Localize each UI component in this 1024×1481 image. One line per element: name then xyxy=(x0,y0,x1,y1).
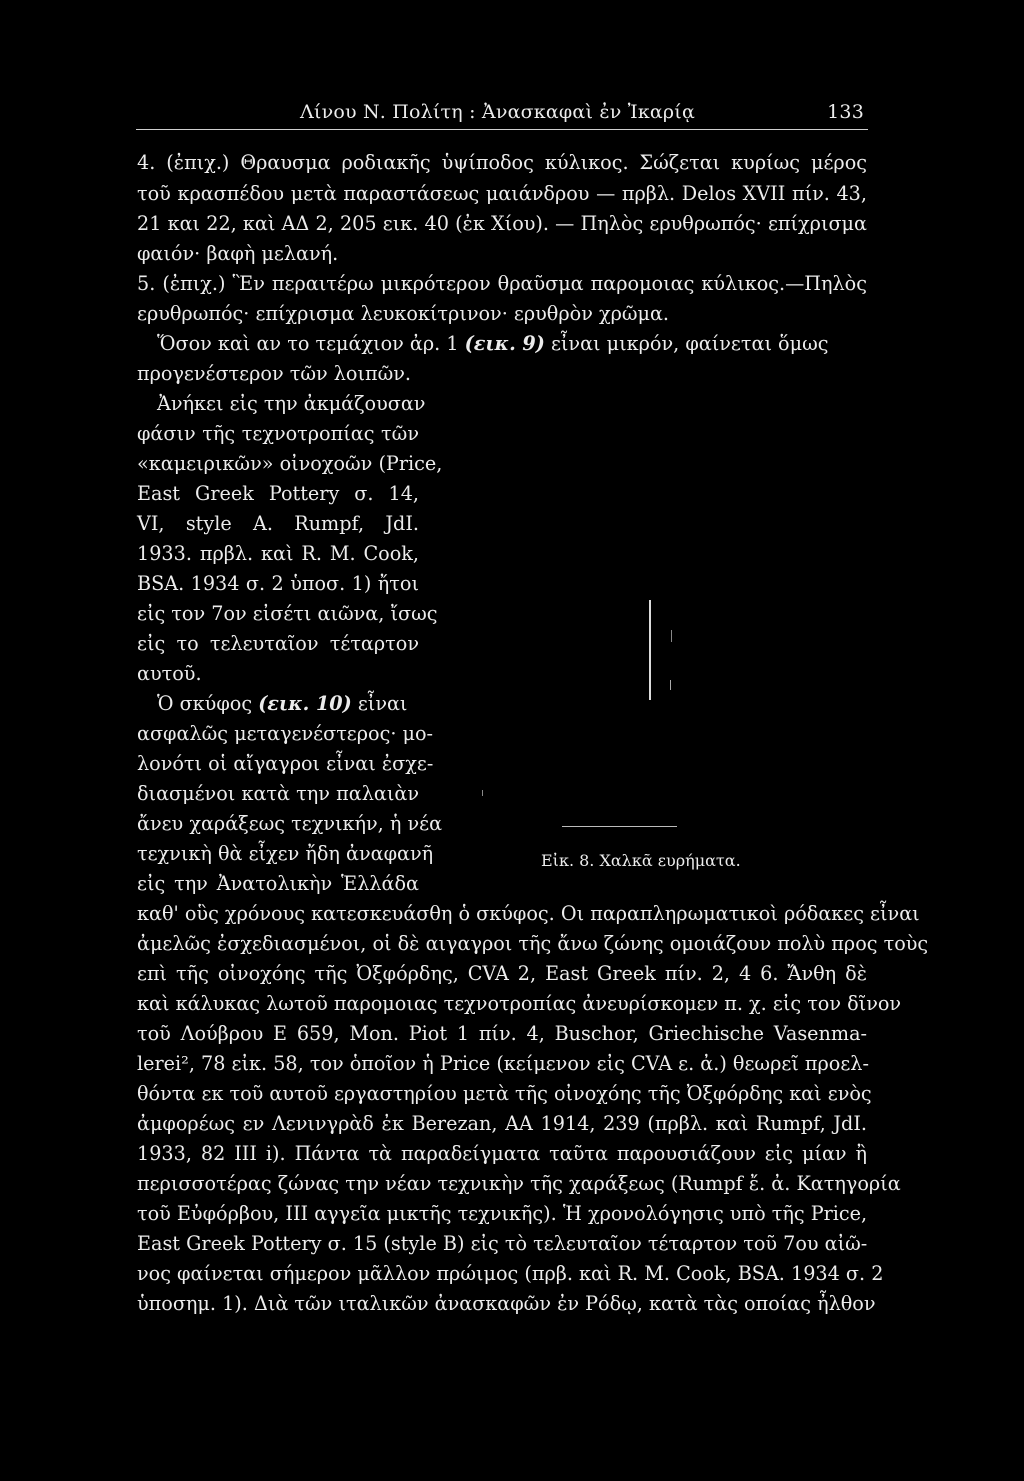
text-line: lerei², 78 εἰκ. 58, τον ὁποῖον ἡ Price (κείμενον εἰς CVA ε. ἀ.) θεωρεῖ προελ- xyxy=(137,1052,869,1075)
text-line: εἰς τον 7ον εἰσέτι αιῶνα, ἴσως xyxy=(137,602,438,625)
text-line: ερυθρωπός· επίχρισμα λευκοκίτρινον· ερυθρὸν χρῶμα. xyxy=(137,302,670,325)
text-line: VI, style A. Rumpf, JdI. xyxy=(137,512,419,535)
text-line: 21 και 22, καὶ ΑΔ 2, 205 εικ. 40 (ἐκ Χίου). — Πηλὸς ερυθρωπός· επίχρισμα xyxy=(137,212,867,235)
text-line-osov xyxy=(157,331,867,357)
text-line: ἀμφορέως εν Λενινγρὰδ ἐκ Berezan, AA 1914, 239 (πρβλ. καὶ Rumpf, JdI. xyxy=(137,1112,867,1135)
text-line: 1933. πρβλ. καὶ R. M. Cook, xyxy=(137,542,419,565)
text-line: 5. (ἐπιχ.) Ἓν περαιτέρω μικρότερον θραῦσμα παρομοιας κύλικος.—Πηλὸς xyxy=(137,272,867,295)
skyphos-text-after: εἶναι xyxy=(351,692,408,715)
text-line: τοῦ κρασπέδου μετὰ παραστάσεως μαιάνδρου — πρβλ. Delos XVII πίν. 43, xyxy=(137,182,867,205)
text-line: διασμένοι κατὰ την παλαιὰν xyxy=(137,782,419,805)
text-line: «καμειρικῶν» οἰνοχοῶν (Price, xyxy=(137,452,443,475)
figure-mark xyxy=(562,826,677,827)
text-line-skyphos xyxy=(157,691,419,717)
text-line: 4. (ἐπιχ.) Θραυσμα ροδιακῆς ὑψίποδος κύλικος. Σώζεται κυρίως μέρος xyxy=(137,151,867,174)
osov-text-before: Ὅσον καὶ αν το τεμάχιον ἀρ. 1 xyxy=(157,332,465,355)
text-line: περισσοτέρας ζώνας την νέαν τεχνικὴν τῆς χαράξεως (Rumpf ἔ. ἀ. Κατηγορία xyxy=(137,1172,901,1195)
text-line: ασφαλῶς μεταγενέστερος· μο- xyxy=(137,722,434,745)
header-rule xyxy=(136,129,868,130)
osov-text-after: εἶναι μικρόν, φαίνεται ὅμως xyxy=(544,332,829,355)
figure-mark xyxy=(649,600,651,700)
text-line: θόντα εκ τοῦ αυτοῦ εργαστηρίου μετὰ τῆς οἰνοχόης τῆς Ὀξφόρδης καὶ ενὸς xyxy=(137,1082,872,1105)
page xyxy=(120,0,929,1481)
text-line: BSA. 1934 σ. 2 ὑποσ. 1) ἤτοι xyxy=(137,572,419,595)
figure-ref-10: (εικ. 10) xyxy=(258,692,352,715)
text-line: φάσιν τῆς τεχνοτροπίας τῶν xyxy=(137,422,419,445)
figure-8-image xyxy=(440,590,750,890)
text-line: τοῦ Λούβρου E 659, Mon. Piot 1 πίν. 4, Buschor, Griechische Vasenma- xyxy=(137,1022,867,1045)
text-line: τοῦ Εὐφόρβου, III αγγεῖα μικτῆς τεχνικῆς). Ἡ χρονολόγησις υπὸ τῆς Price, xyxy=(137,1202,868,1225)
text-line: φαιόν· βαφὴ μελανή. xyxy=(137,242,339,265)
text-line: ἄνευ χαράξεως τεχνικήν, ἡ νέα xyxy=(137,812,443,835)
text-line: τεχνικὴ θὰ εἶχεν ἤδη ἀναφανῆ xyxy=(137,842,434,865)
text-line: λονότι οἱ αἴγαγροι εἶναι ἐσχε- xyxy=(137,752,434,775)
text-line: καὶ κάλυκας λωτοῦ παρομοιας τεχνοτροπίας ἀνευρίσκομεν π. χ. εἰς τον δῖνον xyxy=(137,992,902,1015)
text-line: εἰς το τελευταῖον τέταρτον xyxy=(137,632,419,655)
text-line: αυτοῦ. xyxy=(137,662,202,685)
text-line: εἰς την Ἀνατολικὴν Ἑλλάδα xyxy=(137,872,419,895)
figure-mark xyxy=(482,790,483,796)
running-head-title: Λίνου Ν. Πολίτη : Ἀνασκαφαὶ ἐν Ἰκαρίᾳ xyxy=(300,101,695,123)
text-line: ὑποσημ. 1). Διὰ τῶν ιταλικῶν ἀνασκαφῶν ἐν Ρόδῳ, κατὰ τὰς οποίας ἦλθον xyxy=(137,1292,876,1315)
text-line: East Greek Pottery σ. 15 (style B) εἰς τὸ τελευταῖον τέταρτον τοῦ 7ου αἰῶ- xyxy=(137,1232,868,1255)
figure-mark xyxy=(671,630,672,642)
skyphos-text-before: Ὁ σκύφος xyxy=(157,692,259,715)
figure-mark xyxy=(670,680,671,690)
text-line: νος φαίνεται σήμερον μᾶλλον πρώιμος (πρβ. καὶ R. M. Cook, BSA. 1934 σ. 2 xyxy=(137,1262,884,1285)
figure-caption: Εἰκ. 8. Χαλκᾶ ευρήματα. xyxy=(541,851,741,870)
text-line: επὶ τῆς οἰνοχόης τῆς Ὀξφόρδης, CVA 2, East Greek πίν. 2, 4 6. Ἄνθη δὲ xyxy=(137,962,867,985)
text-line: καθ' οὓς χρόνους κατεσκευάσθη ὁ σκύφος. Οι παραπληρωματικοὶ ρόδακες εἶναι xyxy=(137,902,920,925)
text-line: East Greek Pottery σ. 14, xyxy=(137,482,419,505)
figure-ref-9: (εικ. 9) xyxy=(464,332,545,355)
text-line: 1933, 82 III i). Πάντα τὰ παραδείγματα ταῦτα παρουσιάζουν εἰς μίαν ἢ xyxy=(137,1142,867,1165)
page-number: 133 xyxy=(827,101,864,123)
text-line: προγενέστερον τῶν λοιπῶν. xyxy=(137,362,411,385)
text-line: Ἀνήκει εἰς την ἀκμάζουσαν xyxy=(157,392,426,415)
text-line: ἀμελῶς ἐσχεδιασμένοι, οἱ δὲ αιγαγροι τῆς ἄνω ζώνης ομοιάζουν πολὺ προς τοὺς xyxy=(137,932,929,955)
